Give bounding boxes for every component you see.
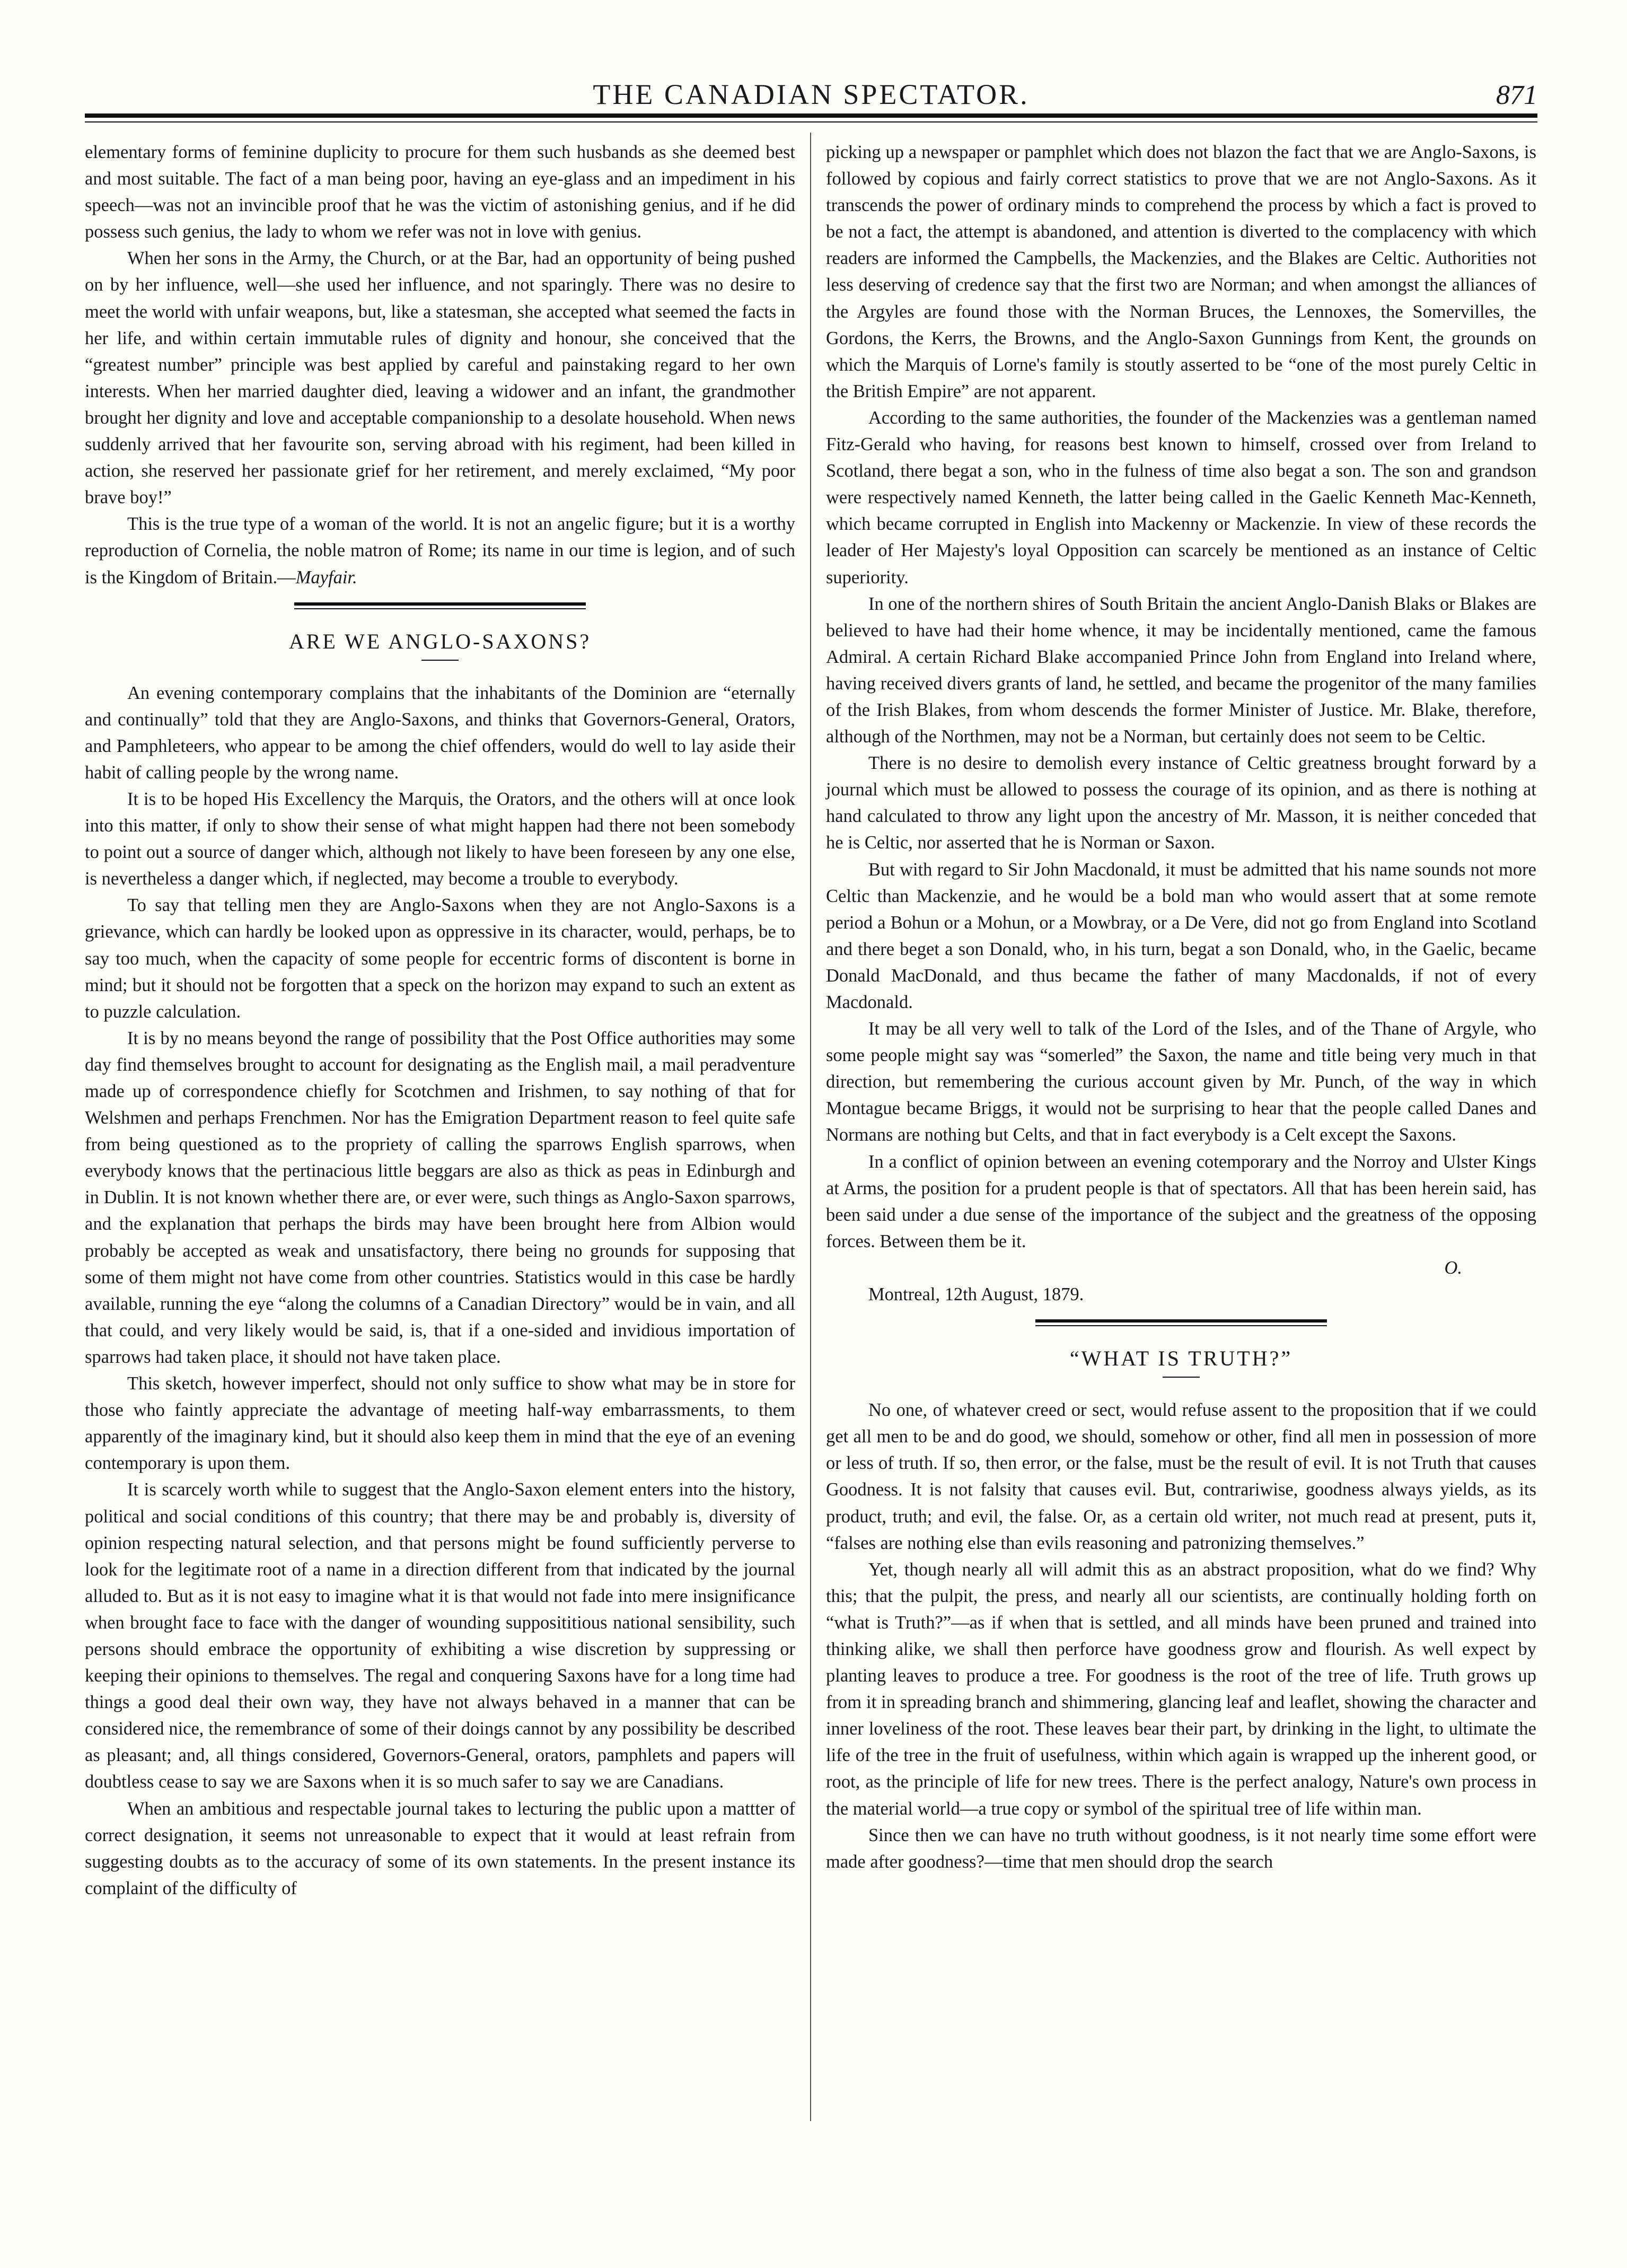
signature: O. (1444, 1257, 1462, 1278)
closing-text: This is the true type of a woman of the world. It is not an angelic figure; but it is a worthy reproduction of Cornelia, the noble matron of Rome; its name in our time is legion, and of such is the Kingdom of Britain.— (85, 514, 795, 588)
paragraph: To say that telling men they are Anglo-Saxons when they are not Anglo-Saxons is a grievance, which can hardly be looked upon as oppressive in its character, would, perhaps, be to say too much, when the capacity of some people for eccentric forms of discontent is borne in mind; but it should not be forgotten that a speck on the horizon may expand to such an extent as to puzzle calculation. (85, 895, 795, 1022)
paragraph: elementary forms of feminine duplicity to procure for them such husbands as she deemed best and most suitable. The fact of a man being poor, having an eye-glass and an impediment in his speech—was not an invincible proof that he was the victim of astonishing genius, and if he did possess such genius, the lady to whom we refer was not in love with genius. (85, 142, 795, 242)
dateline: Montreal, 12th August, 1879. (868, 1284, 1084, 1305)
page-number: 871 (1496, 80, 1537, 110)
paragraph: Since then we can have no truth without goodness, is it not nearly time some effort were made after goodness?—time that men should drop the search (826, 1825, 1536, 1872)
right-column (826, 139, 1536, 1875)
header-rule-thin (85, 121, 1537, 122)
page-header (85, 80, 1537, 109)
section-break (826, 1308, 1536, 1341)
title-rule (1163, 1377, 1200, 1378)
paragraph: There is no desire to demolish every instance of Celtic greatness brought forward by a journal which must be allowed to possess the courage of its opinion, and as there is nothing at hand calculated to throw any light upon the ancestry of Mr. Masson, it is neither conceded that he is Celtic, nor asserted that he is Norman or Saxon. (826, 753, 1536, 853)
paragraph: Yet, though nearly all will admit this as an abstract proposition, what do we find? Why this; that the pulpit, the press, and nearly all our scientists, are continually holding forth on “what is Truth?”—as if when that is settled, and all minds have been pruned and trained into thinking alike, we shall then perforce have goodness grow and flourish. As well expect by planting leaves to produce a tree. For goodness is the root of the tree of life. Truth grows up from it in spreading branch and shimmering, glancing leaf and leaflet, showing the character and inner loveliness of the root. These leaves bear their part, by drinking in the light, to ultimate the life of the tree in the fruit of usefulness, within which again is wrapped up the inherent good, or root, as the principle of life for new trees. There is the perfect analogy, Nature's own process in the material world—a true copy or symbol of the spiritual tree of life within man. (826, 1559, 1536, 1819)
paragraph: picking up a newspaper or pamphlet which does not blazon the fact that we are Anglo-Saxons, is followed by copious and fairly correct statistics to prove that we are not Anglo-Saxons. As it transcends the power of ordinary minds to comprehend the process by which a fact is proved to be not a fact, the attempt is abandoned, and attention is diverted to the complacency with which readers are informed the Campbells, the Mackenzies, and the Blakes are Celtic. Authorities not less deserving of credence say that the first two are Norman; and when amongst the alliances of the Argyles are found those with the Norman Bruces, the Lennoxes, the Somervilles, the Gordons, the Kerrs, the Browns, and the Anglo-Saxon Gunnings from Kent, the grounds on which the Marquis of Lorne's family is stoutly asserted to be “one of the most purely Celtic in the British Empire” are not apparent. (826, 142, 1536, 401)
paragraph: It is to be hoped His Excellency the Marquis, the Orators, and the others will at once look into this matter, if only to show their sense of what might happen had there not been somebody to point out a source of danger which, although not likely to have been foreseen by any one else, is nevertheless a danger which, if neglected, may become a trouble to everybody. (85, 789, 795, 889)
paragraph: According to the same authorities, the founder of the Mackenzies was a gentleman named Fitz-Gerald who having, for reasons best known to himself, crossed over from Ireland to Scotland, there begat a son, who in the fulness of time also begat a son. The son and grandson were respectively named Kenneth, the latter being called in the Gaelic Kenneth Mac-Kenneth, which became corrupted in English into Mackenny or Mackenzie. In view of these records the leader of Her Majesty's loyal Opposition can scarcely be mentioned as an instance of Celtic superiority. (826, 407, 1536, 588)
paragraph: In a conflict of opinion between an evening cotemporary and the Norroy and Ulster Kings at Arms, the position for a prudent people is that of spectators. All that has been herein said, has been said under a due sense of the importance of the subject and the greatness of the opposing forces. Between them be it. (826, 1151, 1536, 1251)
header-rule-thick (85, 113, 1537, 118)
paragraph: This sketch, however imperfect, should not only suffice to show what may be in store for those who faintly appreciate the advantage of meeting half-way embarrassments, to them apparently of the imaginary kind, but it should also keep them in mind that the eye of an evening contemporary is upon them. (85, 1373, 795, 1474)
publication-title: THE CANADIAN SPECTATOR. (593, 78, 1030, 110)
title-rule (421, 660, 459, 661)
article-title: ARE WE ANGLO-SAXONS? (288, 629, 592, 653)
column-divider (810, 133, 811, 2121)
article-title: “WHAT IS TRUTH?” (1069, 1346, 1293, 1371)
paragraph: In one of the northern shires of South Britain the ancient Anglo-Danish Blaks or Blakes are believed to have had their home whence, it may be incidentally mentioned, came the famous Admiral. A certain Richard Blake accompanied Prince John from England into Ireland where, having received divers grants of land, he settled, and became the progenitor of the many families of the Irish Blakes, from whom descends the former Minister of Justice. Mr. Blake, therefore, although of the Northmen, may not be a Norman, but certainly does not seem to be Celtic. (826, 593, 1536, 747)
closing-paragraph (85, 511, 795, 590)
paragraph: When an ambitious and respectable journal takes to lecturing the public upon a mattter of correct designation, it seems not unreasonable to expect that it would at least refrain from suggesting doubts as to the accuracy of some of its own statements. In the present instance its complaint of the difficulty of (85, 1798, 795, 1898)
section-break (85, 591, 795, 624)
paragraph: It may be all very well to talk of the Lord of the Isles, and of the Thane of Argyle, who some people might say was “somerled” the Saxon, the name and title being very much in that direction, but remembering the curious account given by Mr. Punch, of the way in which Montague became Briggs, it would not be surprising to hear that the people called Danes and Normans are nothing but Celts, and that in fact everybody is a Celt except the Saxons. (826, 1019, 1536, 1145)
paragraph: It is by no means beyond the range of possibility that the Post Office authorities may some day find themselves brought to account for designating as the English mail, a mail peradventure made up of correspondence chiefly for Scotchmen and Irishmen, to say nothing of that for Welshmen and perhaps Frenchmen. Nor has the Emigration Department reason to feel quite safe from being questioned as to the propriety of calling the sparrows English sparrows, when everybody knows that the pertinacious little beggars are also as thick as peas in Edinburgh and in Dublin. It is not known whether there are, or ever were, such things as Anglo-Saxon sparrows, and the explanation that perhaps the birds may have been brought here from Albion would probably be accepted as weak and unsatisfactory, there being no grounds for supposing that some of them might not have come from other countries. Statistics would in this case be hardly available, running the eye “along the columns of a Canadian Directory” would be in vain, and all that could, and very likely would be said, is, that if a one-sided and invidious importation of sparrows had taken place, it should not have taken place. (85, 1028, 795, 1367)
source-credit: Mayfair. (295, 567, 357, 588)
paragraph: It is scarcely worth while to suggest that the Anglo-Saxon element enters into the history, political and social conditions of this country; that there may be and probably is, diversity of opinion respecting natural selection, and that persons might be found sufficiently perverse to look for the legitimate root of a name in a direction different from that indicated by the journal alluded to. But as it is not easy to imagine what it is that would not fade into mere insignificance when brought face to face with the danger of wounding supposititious national sensibility, such persons should embrace the opportunity of exhibiting a wise discretion by suppressing or keeping their opinions to themselves. The regal and conquering Saxons have for a long time had things a good deal their own way, they have not always behaved in a manner that can be considered nice, the remembrance of some of their doings cannot by any possibility be described as pleasant; and, all things considered, Governors-General, orators, pamphlets and papers will doubtless cease to say we are Saxons when it is so much safer to say we are Canadians. (85, 1479, 795, 1792)
paragraph: An evening contemporary complains that the inhabitants of the Dominion are “eternally and continually” told that they are Anglo-Saxons, and thinks that Governors-General, Orators, and Pamphleteers, who appear to be among the chief offenders, would do well to lay aside their habit of calling people by the wrong name. (85, 682, 795, 783)
paragraph: No one, of whatever creed or sect, would refuse assent to the proposition that if we could get all men to be and do good, we should, somehow or other, find all men in possession of more or less of truth. If so, then error, or the false, must be the result of evil. It is not Truth that causes Goodness. It is not falsity that causes evil. But, contrariwise, goodness always yields, as its product, truth; and evil, the false. Or, as a certain old writer, not much read at present, puts it, “falses are nothing else than evils reasoning and patronizing themselves.” (826, 1400, 1536, 1553)
paragraph: When her sons in the Army, the Church, or at the Bar, had an opportunity of being pushed on by her influence, well—she used her influence, and not sparingly. There was no desire to meet the world with unfair weapons, but, like a statesman, she accepted what seemed the facts in her life, and within certain immutable rules of dignity and honour, she conceived that the “greatest number” principle was best applied by careful and painstaking regard to her own interests. When her married daughter died, leaving a widower and an infant, the grandmother brought her dignity and love and acceptable companionship to a desolate household. When news suddenly arrived that her favourite son, serving abroad with his regiment, had been killed in action, she reserved her passionate grief for her retirement, and merely exclaimed, “My poor brave boy!” (85, 248, 795, 508)
paragraph: But with regard to Sir John Macdonald, it must be admitted that his name sounds not more Celtic than Mackenzie, and he would be a bold man who would assert that at some remote period a Bohun or a Mohun, or a Mowbray, or a De Vere, did not go from England into Scotland and there beget a son Donald, who, in his turn, begat a son Donald, who, in the Gaelic, became Donald MacDonald, and thus became the father of many Macdonalds, if not of every Macdonald. (826, 859, 1536, 1012)
left-column (85, 139, 795, 1902)
